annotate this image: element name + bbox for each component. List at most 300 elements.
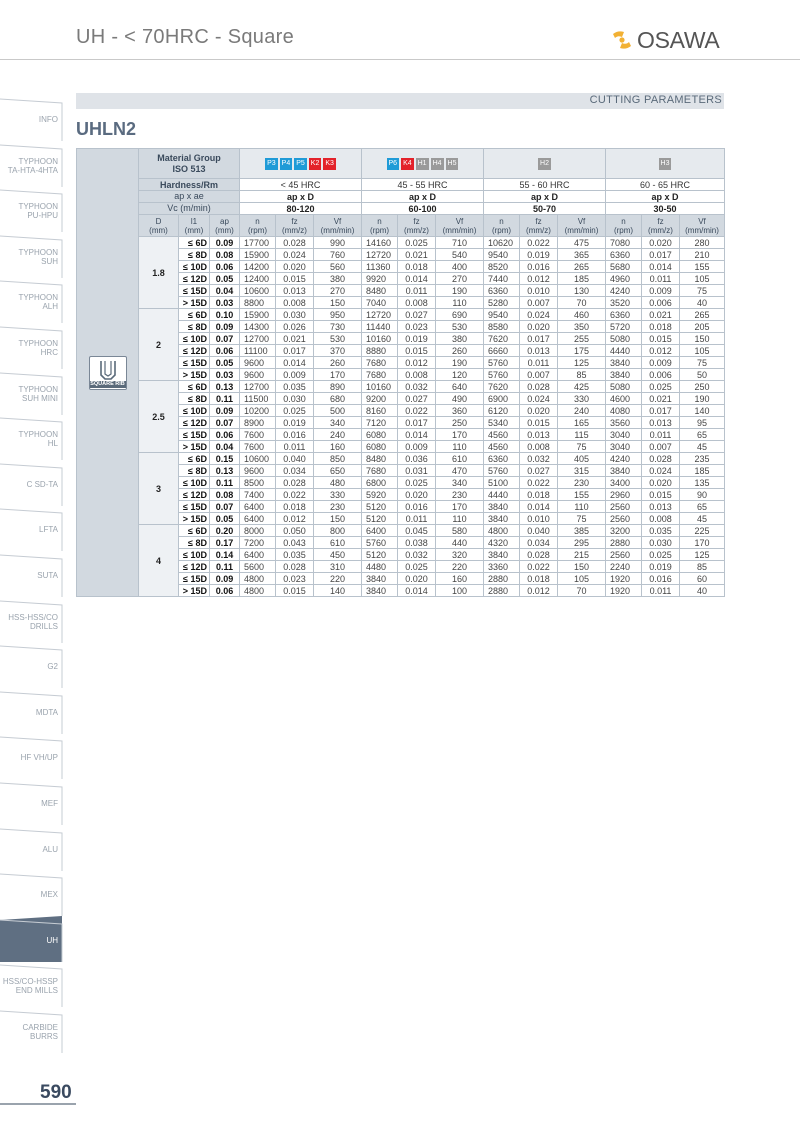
value-cell: 0.008 [276, 297, 314, 309]
value-cell: 0.022 [520, 561, 558, 573]
sidebar-tab-label: C SD-TA [26, 479, 58, 489]
value-cell: 5120 [362, 501, 398, 513]
value-cell: 365 [558, 249, 606, 261]
length-cell: ≤ 10D [179, 549, 210, 561]
value-cell: 270 [436, 273, 484, 285]
value-cell: 235 [680, 453, 725, 465]
value-cell: 4800 [240, 573, 276, 585]
value-cell: 220 [436, 561, 484, 573]
value-cell: 0.011 [642, 273, 680, 285]
column-header-n: n (rpm) [484, 215, 520, 237]
value-cell: 100 [436, 585, 484, 597]
value-cell: 6360 [484, 285, 520, 297]
value-cell: 0.012 [642, 345, 680, 357]
sidebar-tab[interactable] [0, 642, 64, 687]
ap-cell: 0.06 [210, 261, 240, 273]
sidebar-tab[interactable] [0, 733, 64, 778]
sidebar-tab-label: TYPHOON PU-HPU [18, 202, 58, 221]
length-cell: ≤ 8D [179, 537, 210, 549]
column-header-d: D (mm) [139, 215, 179, 237]
value-cell: 10160 [362, 333, 398, 345]
vc-row-label: Vc (m/min) [139, 203, 240, 215]
value-cell: 250 [680, 381, 725, 393]
value-cell: 9200 [362, 393, 398, 405]
column-header-fz: fz (mm/z) [398, 215, 436, 237]
value-cell: 0.020 [398, 489, 436, 501]
ap-cell: 0.05 [210, 357, 240, 369]
value-cell: 2560 [606, 501, 642, 513]
value-cell: 480 [314, 477, 362, 489]
value-cell: 360 [436, 405, 484, 417]
sidebar-tab-label: CARBIDE BURRS [22, 1023, 58, 1041]
value-cell: 500 [314, 405, 362, 417]
value-cell: 0.019 [276, 417, 314, 429]
ap-cell: 0.09 [210, 405, 240, 417]
length-cell: > 15D [179, 585, 210, 597]
value-cell: 70 [558, 585, 606, 597]
value-cell: 140 [314, 585, 362, 597]
table-row [77, 381, 725, 393]
value-cell: 155 [558, 489, 606, 501]
value-cell: 7600 [240, 429, 276, 441]
value-cell: 3840 [484, 549, 520, 561]
sidebar-tab[interactable] [0, 323, 64, 368]
column-header-fz: fz (mm/z) [520, 215, 558, 237]
value-cell: 0.028 [276, 477, 314, 489]
value-cell: 230 [558, 477, 606, 489]
sidebar-tab[interactable] [0, 369, 64, 414]
value-cell: 9600 [240, 465, 276, 477]
sidebar-tab-label: LFTA [39, 525, 58, 535]
value-cell: 4480 [362, 561, 398, 573]
value-cell: 0.030 [276, 309, 314, 321]
value-cell: 205 [680, 321, 725, 333]
value-cell: 2960 [606, 489, 642, 501]
sidebar-tab[interactable] [0, 186, 64, 231]
value-cell: 45 [680, 513, 725, 525]
sidebar-tab[interactable] [0, 825, 64, 870]
section-bar [76, 93, 724, 109]
value-cell: 85 [558, 369, 606, 381]
value-cell: 0.027 [398, 393, 436, 405]
sidebar-tab-label: TYPHOON SUH MINI [18, 384, 58, 403]
value-cell: 2560 [606, 549, 642, 561]
sidebar-tab-label: SUTA [37, 571, 58, 580]
value-cell: 9540 [484, 309, 520, 321]
value-cell: 8500 [240, 477, 276, 489]
ap-cell: 0.13 [210, 381, 240, 393]
sidebar-tab[interactable] [0, 460, 64, 505]
value-cell: 135 [680, 477, 725, 489]
value-cell: 190 [680, 393, 725, 405]
value-cell: 4440 [606, 345, 642, 357]
ap-cell: 0.14 [210, 549, 240, 561]
value-cell: 255 [558, 333, 606, 345]
value-cell: 0.028 [276, 561, 314, 573]
value-cell: 6660 [484, 345, 520, 357]
value-cell: 0.018 [398, 261, 436, 273]
value-cell: 0.013 [276, 285, 314, 297]
value-cell: 7620 [484, 381, 520, 393]
value-cell: 4560 [484, 429, 520, 441]
sidebar-tab-label: TYPHOON HL [18, 430, 58, 449]
ap-cell: 0.05 [210, 273, 240, 285]
value-cell: 155 [680, 261, 725, 273]
sidebar-tab-label: HSS-HSS/CO DRILLS [8, 612, 58, 631]
value-cell: 0.035 [642, 525, 680, 537]
value-cell: 0.018 [520, 573, 558, 585]
vc-row-value: 80-120 [240, 203, 362, 215]
value-cell: 0.028 [276, 237, 314, 249]
value-cell: 6080 [362, 429, 398, 441]
value-cell: 0.014 [276, 357, 314, 369]
value-cell: 0.024 [642, 465, 680, 477]
value-cell: 7680 [362, 369, 398, 381]
ap-ae-row [77, 191, 725, 203]
sidebar-tab[interactable] [0, 688, 64, 733]
value-cell: 0.011 [398, 285, 436, 297]
value-cell: 14160 [362, 237, 398, 249]
hardness-row-value: 55 - 60 HRC [484, 179, 606, 191]
value-cell: 0.027 [398, 309, 436, 321]
header-divider [0, 59, 800, 60]
value-cell: 7620 [484, 333, 520, 345]
sidebar-tab-label: MEF [41, 799, 58, 808]
sidebar [0, 95, 64, 1055]
sidebar-tab[interactable] [0, 141, 64, 186]
diameter-cell: 1.8 [139, 237, 179, 309]
value-cell: 0.022 [520, 477, 558, 489]
value-cell: 6900 [484, 393, 520, 405]
value-cell: 0.024 [520, 393, 558, 405]
value-cell: 380 [436, 333, 484, 345]
material-badge: P5 [294, 158, 307, 170]
value-cell: 0.031 [398, 465, 436, 477]
column-header-vf: Vf (mm/min) [558, 215, 606, 237]
value-cell: 0.010 [520, 285, 558, 297]
value-cell: 530 [436, 321, 484, 333]
value-cell: 5760 [362, 537, 398, 549]
value-cell: 0.023 [398, 321, 436, 333]
sidebar-tab-label: INFO [38, 115, 58, 124]
value-cell: 540 [436, 249, 484, 261]
column-header-fz: fz (mm/z) [276, 215, 314, 237]
ap-cell: 0.10 [210, 309, 240, 321]
value-cell: 9600 [240, 369, 276, 381]
sidebar-tab[interactable] [0, 505, 64, 550]
length-cell: ≤ 15D [179, 573, 210, 585]
value-cell: 6360 [484, 453, 520, 465]
value-cell: 9920 [362, 273, 398, 285]
value-cell: 490 [436, 393, 484, 405]
hardness-row [77, 179, 725, 191]
ap-cell: 0.07 [210, 333, 240, 345]
ap-cell: 0.11 [210, 561, 240, 573]
ap-cell: 0.03 [210, 297, 240, 309]
value-cell: 0.008 [520, 441, 558, 453]
value-cell: 4960 [606, 273, 642, 285]
value-cell: 0.017 [642, 405, 680, 417]
value-cell: 0.025 [276, 405, 314, 417]
value-cell: 225 [680, 525, 725, 537]
value-cell: 0.021 [642, 393, 680, 405]
table-row [77, 237, 725, 249]
ap-cell: 0.15 [210, 453, 240, 465]
value-cell: 650 [314, 465, 362, 477]
material-badge: K3 [323, 158, 336, 170]
value-cell: 5600 [240, 561, 276, 573]
ap-cell: 0.13 [210, 465, 240, 477]
value-cell: 65 [680, 429, 725, 441]
sidebar-tab[interactable] [0, 95, 64, 140]
value-cell: 15900 [240, 249, 276, 261]
sidebar-tab[interactable] [0, 870, 64, 915]
value-cell: 7600 [240, 441, 276, 453]
value-cell: 0.017 [642, 249, 680, 261]
ap-cell: 0.09 [210, 321, 240, 333]
value-cell: 75 [680, 285, 725, 297]
value-cell: 0.013 [642, 501, 680, 513]
value-cell: 460 [558, 309, 606, 321]
value-cell: 0.022 [398, 405, 436, 417]
value-cell: 10600 [240, 285, 276, 297]
value-cell: 0.025 [398, 237, 436, 249]
value-cell: 0.040 [276, 453, 314, 465]
length-cell: ≤ 6D [179, 525, 210, 537]
sidebar-tab-label: TYPHOON HRC [18, 339, 58, 357]
value-cell: 5680 [606, 261, 642, 273]
value-cell: 150 [314, 297, 362, 309]
value-cell: 0.011 [642, 429, 680, 441]
length-cell: ≤ 15D [179, 501, 210, 513]
value-cell: 425 [558, 381, 606, 393]
sidebar-tab-label: TYPHOON TA-HTA-4HTA [7, 156, 58, 175]
value-cell: 340 [314, 417, 362, 429]
value-cell: 0.022 [520, 237, 558, 249]
ap-cell: 0.03 [210, 369, 240, 381]
value-cell: 170 [436, 501, 484, 513]
value-cell: 340 [436, 477, 484, 489]
value-cell: 7400 [240, 489, 276, 501]
value-cell: 0.014 [398, 585, 436, 597]
value-cell: 3360 [484, 561, 520, 573]
material-badge: H5 [446, 158, 459, 170]
value-cell: 70 [558, 297, 606, 309]
value-cell: 7680 [362, 465, 398, 477]
value-cell: 580 [436, 525, 484, 537]
value-cell: 4560 [484, 441, 520, 453]
value-cell: 730 [314, 321, 362, 333]
value-cell: 640 [436, 381, 484, 393]
value-cell: 8000 [240, 525, 276, 537]
cutting-parameters-table [76, 148, 725, 597]
value-cell: 0.019 [642, 561, 680, 573]
value-cell: 7440 [484, 273, 520, 285]
value-cell: 2880 [484, 573, 520, 585]
value-cell: 5760 [484, 465, 520, 477]
value-cell: 1920 [606, 585, 642, 597]
value-cell: 8800 [240, 297, 276, 309]
value-cell: 0.024 [276, 249, 314, 261]
value-cell: 5120 [362, 549, 398, 561]
value-cell: 0.027 [520, 465, 558, 477]
length-cell: ≤ 15D [179, 285, 210, 297]
sidebar-tab[interactable] [0, 232, 64, 277]
material-badge: K2 [309, 158, 322, 170]
value-cell: 350 [558, 321, 606, 333]
value-cell: 5760 [484, 369, 520, 381]
value-cell: 260 [436, 345, 484, 357]
diameter-cell: 2 [139, 309, 179, 381]
value-cell: 270 [314, 285, 362, 297]
value-cell: 7120 [362, 417, 398, 429]
value-cell: 330 [558, 393, 606, 405]
value-cell: 0.038 [398, 537, 436, 549]
value-cell: 4800 [240, 585, 276, 597]
length-cell: ≤ 10D [179, 261, 210, 273]
value-cell: 0.018 [276, 501, 314, 513]
column-header-vf: Vf (mm/min) [680, 215, 725, 237]
value-cell: 75 [680, 357, 725, 369]
value-cell: 315 [558, 465, 606, 477]
value-cell: 3520 [606, 297, 642, 309]
value-cell: 440 [436, 537, 484, 549]
value-cell: 0.032 [520, 453, 558, 465]
material-badge: K4 [401, 158, 414, 170]
value-cell: 0.008 [398, 369, 436, 381]
sidebar-tab[interactable] [0, 916, 64, 961]
value-cell: 450 [314, 549, 362, 561]
value-cell: 0.035 [276, 549, 314, 561]
value-cell: 385 [558, 525, 606, 537]
value-cell: 5760 [484, 357, 520, 369]
sidebar-tab[interactable] [0, 961, 64, 1006]
value-cell: 0.025 [398, 561, 436, 573]
value-cell: 15900 [240, 309, 276, 321]
value-cell: 0.007 [520, 369, 558, 381]
ap-cell: 0.07 [210, 501, 240, 513]
value-cell: 3400 [606, 477, 642, 489]
material-group-badges [606, 149, 725, 179]
value-cell: 50 [680, 369, 725, 381]
length-cell: ≤ 8D [179, 465, 210, 477]
value-cell: 5100 [484, 477, 520, 489]
value-cell: 240 [314, 429, 362, 441]
value-cell: 680 [314, 393, 362, 405]
value-cell: 10160 [362, 381, 398, 393]
value-cell: 0.022 [276, 489, 314, 501]
sidebar-tab[interactable] [0, 414, 64, 459]
value-cell: 6400 [240, 513, 276, 525]
square-rib-tool-icon [89, 356, 127, 390]
column-header-vf: Vf (mm/min) [436, 215, 484, 237]
length-cell: > 15D [179, 369, 210, 381]
value-cell: 3840 [484, 501, 520, 513]
length-cell: ≤ 12D [179, 489, 210, 501]
value-cell: 950 [314, 309, 362, 321]
value-cell: 475 [558, 237, 606, 249]
value-cell: 0.013 [642, 417, 680, 429]
value-cell: 0.014 [398, 429, 436, 441]
value-cell: 0.008 [642, 513, 680, 525]
ap-cell: 0.06 [210, 429, 240, 441]
length-cell: > 15D [179, 441, 210, 453]
value-cell: 95 [680, 417, 725, 429]
length-cell: ≤ 8D [179, 249, 210, 261]
value-cell: 265 [558, 261, 606, 273]
value-cell: 110 [436, 297, 484, 309]
sidebar-tab-label: G2 [47, 662, 58, 672]
product-name: UHLN2 [76, 119, 137, 139]
value-cell: 0.028 [642, 453, 680, 465]
section-label: CUTTING PARAMETERS [589, 94, 722, 106]
ap-cell: 0.06 [210, 345, 240, 357]
value-cell: 405 [558, 453, 606, 465]
value-cell: 320 [436, 549, 484, 561]
length-cell: ≤ 12D [179, 417, 210, 429]
length-cell: ≤ 8D [179, 393, 210, 405]
value-cell: 0.014 [520, 501, 558, 513]
ap-cell: 0.07 [210, 417, 240, 429]
value-cell: 12400 [240, 273, 276, 285]
value-cell: 8580 [484, 321, 520, 333]
vc-row [77, 203, 725, 215]
material-badge: H1 [416, 158, 429, 170]
length-cell: ≤ 10D [179, 477, 210, 489]
value-cell: 280 [680, 237, 725, 249]
osawa-logo-icon [610, 29, 634, 51]
length-cell: ≤ 6D [179, 381, 210, 393]
value-cell: 0.020 [276, 261, 314, 273]
length-cell: ≤ 10D [179, 333, 210, 345]
value-cell: 4080 [606, 405, 642, 417]
ap-cell: 0.17 [210, 537, 240, 549]
sidebar-tab[interactable] [0, 597, 64, 642]
value-cell: 7200 [240, 537, 276, 549]
value-cell: 12720 [362, 249, 398, 261]
material-badge: H2 [538, 158, 551, 170]
value-cell: 760 [314, 249, 362, 261]
value-cell: 0.016 [398, 501, 436, 513]
sidebar-tab[interactable] [0, 551, 64, 596]
diameter-cell: 3 [139, 453, 179, 525]
value-cell: 0.016 [642, 573, 680, 585]
sidebar-tab[interactable] [0, 1007, 64, 1052]
value-cell: 220 [314, 573, 362, 585]
value-cell: 140 [680, 405, 725, 417]
value-cell: 3040 [606, 429, 642, 441]
value-cell: 0.011 [642, 585, 680, 597]
value-cell: 3840 [606, 369, 642, 381]
value-cell: 6800 [362, 477, 398, 489]
value-cell: 0.016 [276, 429, 314, 441]
value-cell: 6360 [606, 249, 642, 261]
value-cell: 10200 [240, 405, 276, 417]
ap-cell: 0.06 [210, 585, 240, 597]
value-cell: 3560 [606, 417, 642, 429]
value-cell: 17700 [240, 237, 276, 249]
column-header-ap: ap (mm) [210, 215, 240, 237]
sidebar-tab[interactable] [0, 779, 64, 824]
sidebar-tab[interactable] [0, 277, 64, 322]
value-cell: 150 [558, 561, 606, 573]
column-header-fz: fz (mm/z) [642, 215, 680, 237]
brand-name: OSAWA [637, 26, 720, 53]
value-cell: 0.034 [276, 465, 314, 477]
footer-divider [0, 1103, 76, 1105]
value-cell: 0.019 [520, 249, 558, 261]
value-cell: 170 [436, 429, 484, 441]
